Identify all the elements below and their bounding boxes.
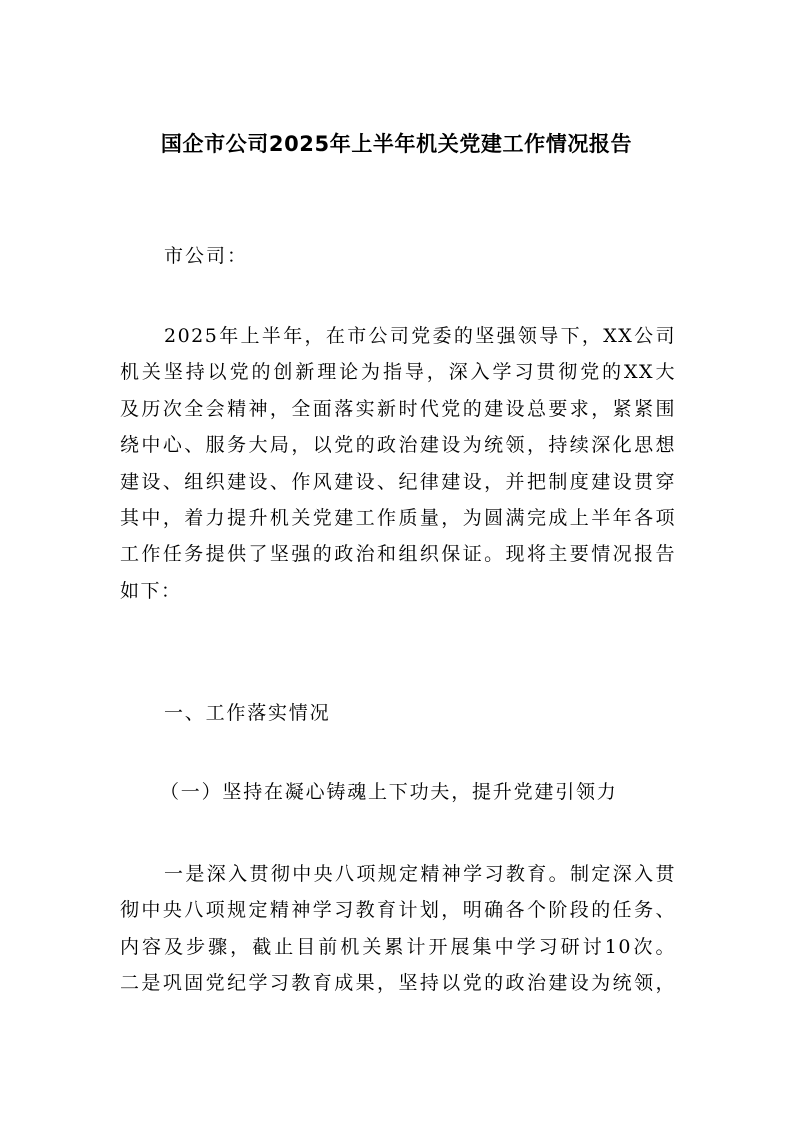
- document-title: 国企市公司2025年上半年机关党建工作情况报告: [160, 132, 633, 156]
- intro-paragraph: [120, 318, 676, 609]
- paragraph-line: 机关坚持以党的创新理论为指导，深入学习贯彻党的XX大: [120, 361, 676, 384]
- paragraph-line: 绕中心、服务大局，以党的政治建设为统领，持续深化思想: [120, 434, 676, 457]
- paragraph-line: 一是深入贯彻中央八项规定精神学习教育。制定深入贯: [164, 863, 676, 885]
- paragraph-line: 彻中央八项规定精神学习教育计划，明确各个阶段的任务、: [120, 899, 676, 922]
- paragraph-line: 及历次全会精神，全面落实新时代党的建设总要求，紧紧围: [120, 397, 676, 420]
- paragraph-line: 其中，着力提升机关党建工作质量，为圆满完成上半年各项: [120, 507, 676, 530]
- salutation: 市公司：: [164, 245, 249, 267]
- section-heading: 一、工作落实情况: [164, 702, 331, 724]
- paragraph-line: 内容及步骤，截止目前机关累计开展集中学习研讨10次。: [120, 935, 676, 958]
- subsection-heading: （一）坚持在凝心铸魂上下功夫，提升党建引领力: [160, 781, 618, 803]
- paragraph-line: 2025年上半年，在市公司党委的坚强领导下，XX公司: [164, 325, 676, 347]
- paragraph-line: 工作任务提供了坚强的政治和组织保证。现将主要情况报告: [120, 543, 676, 566]
- paragraph-line: 二是巩固党纪学习教育成果，坚持以党的政治建设为统领，: [120, 972, 676, 995]
- paragraph-line: 如下：: [120, 579, 182, 602]
- body-paragraph: [120, 856, 676, 1002]
- paragraph-line: 建设、组织建设、作风建设、纪律建设，并把制度建设贯穿: [120, 470, 676, 493]
